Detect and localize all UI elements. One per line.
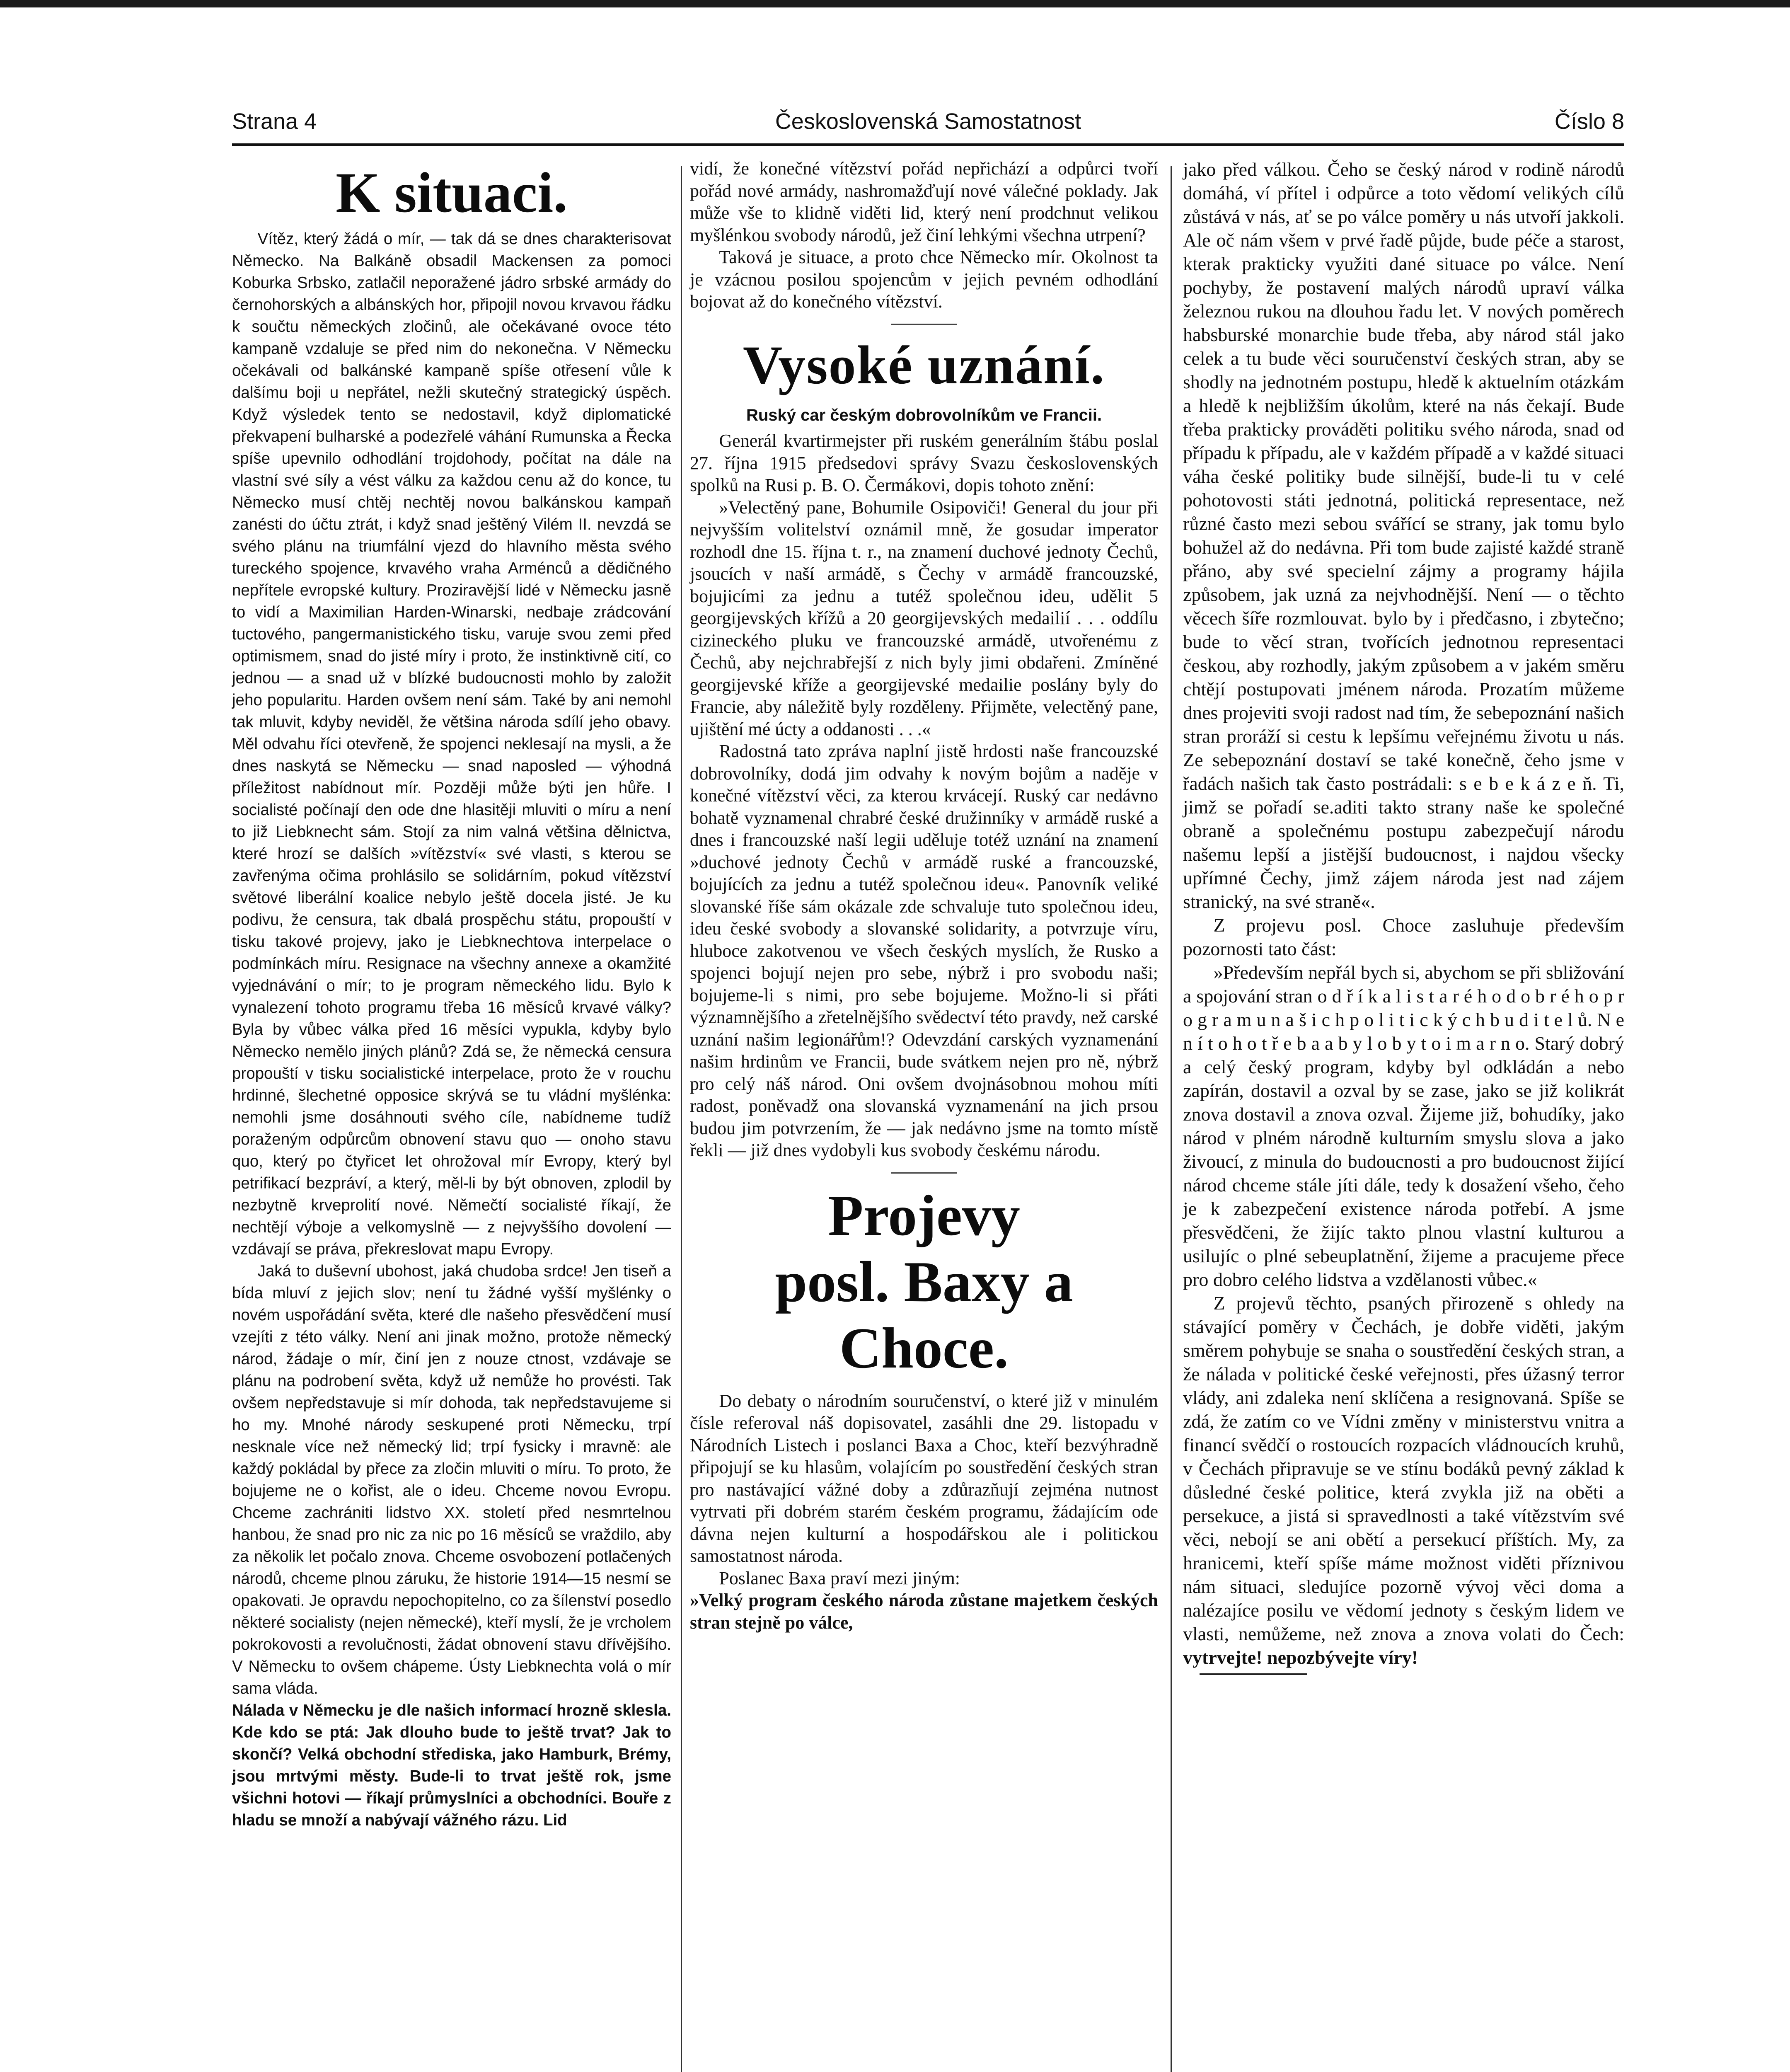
article-title-k-situaci: K situaci. bbox=[336, 161, 568, 224]
article-paragraph-bold: Nálada v Německu je dle našich informací hrozně sklesla. Kde kdo se ptá: Jak dlouho bude to ještě trvat? Jak to skončí? Velká obchodní střediska, jako Hamburk, Brémy, jsou mrtvými městy. Bude-li to trvat ještě rok, jsme všichni hotovi — říkají průmyslníci a obchodníci. Bouře z hladu se množí a nabývají vážného rázu. Lid bbox=[232, 1702, 671, 1829]
article-title-projevy bbox=[690, 1183, 1158, 1382]
newspaper-title: Československá Samostatnost bbox=[775, 109, 1081, 134]
closing-text: Z projevů těchto, psaných přirozeně s ohledy na stávající poměry v Čechách, je dobře viděti, jakým směrem pohybuje se snaha o soustředění českých stran, a že nálada v politické české veřejnosti, přes úžasný terror vlády, ani zdaleka není sklíčena a resignovaná. Spíše se zdá, že zatím co ve Vídni změny v ministerstvu vnitra a financí svědčí o rostoucích rozpacích vládnoucích kruhů, v Čechách připravuje se ve stínu bodáků pevný základ k důsledné české politice, která zvykla již na oběti a persekuce, a jistá si spravedlnosti a také vítězstvím své věci, nebojí se ani obětí a persekucí příštích. My, za hranicemi, kteří spíše máme možnost viděti příznivou nám situaci, sledujíce pozorně vývoj věci doma a nalézajíce posilu ve vědomí jednoty s českým lidem ve vlasti, nemůžeme, než znova a znova volati do Čech: bbox=[1183, 1293, 1624, 1644]
title-line: posl. Baxy a Choce. bbox=[775, 1249, 1073, 1380]
column-divider-2 bbox=[1171, 166, 1172, 2072]
page-header bbox=[232, 109, 1624, 142]
article-paragraph: Poslanec Baxa praví mezi jiným: bbox=[719, 1568, 960, 1588]
article-paragraph: Z projevu posl. Choce zasluhuje především pozornosti tato část: bbox=[1183, 915, 1624, 959]
article-separator bbox=[891, 1172, 957, 1174]
column-2 bbox=[690, 157, 1158, 1634]
article-continuation: vidí, že konečné vítězství pořád nepřichází a odpůrci tvoří pořád nové armády, nashromažďují nové válečné poklady. Jak může vše to klidně viděti lid, který není prodchnut velikou myšlénkou svobody národů, jež činí lehkými všechna utrpení? bbox=[690, 158, 1158, 245]
article-paragraph bbox=[1183, 1291, 1624, 1669]
issue-number: Číslo 8 bbox=[1554, 109, 1624, 134]
column-3 bbox=[1183, 157, 1624, 1675]
article-continuation: jako před válkou. Čeho se český národ v rodině národů domáhá, ví přítel i odpůrce a toto vědomí velikých cílů zůstává v nás, ať se po válce poměry u nás utvoří jakkoli. Ale oč nám všem v prvé řadě půjde, bude péče a starost, kterak prakticky využiti dané situace po válce. Není pochyby, že postavení malých národů upraví válka železnou rukou na dlouhou řadu let. V nových poměrech habsburské monarchie bude třeba, aby národ stál jako celek a tu bude věci souručenství českých stran, aby se shodly na jednotném postupu, hledě k aktuelním otázkám a hledě k nejbližším úkolům, které na nás čekají. Bude třeba prakticky prováděti politiku svého národa, snad od případu k případu, ale v každém případě a v každé situaci váha české politiky bude silnější, bude-li tu v celé pohotovosti státi jednotná, politická representace, než různé často mezi sebou svářící se strany, jak tomu bylo bohužel až do nedávna. Při tom bude zajisté každé straně přáno, aby své specielní zájmy a programy hájila způsobem, jak uzná za nejvhodnější. Není — o těchto věcech šíře rozmlouvat. bylo by i předčasno, i zbytečno; bude to věcí stran, tvořících jednotnou representaci českou, aby rozhodly, jakým způsobem a v jakém směru chtějí postupovati jménem národa. Prozatím můžeme dnes projeviti svoji radost nad tím, že sebepoznání našich stran proráží si cestu k lepšímu veřejnému životu u nás. Ze sebepoznání dostaví se také konečně, čeho jsme v řadách našich tak často postrádali: s e b e k á z e ň. Ti, jimž se pořadí se.aditi takto strany naše ke společné obraně a společnému postupu zabezpečují národu našemu lepší a jistější budoucnost, i najdou všecky upřímné Čechy, jimž zájem národa jest nad zájem stranický, na své straně«. bbox=[1183, 159, 1624, 912]
article-paragraph: Generál kvartirmejster při ruském generálním štábu poslal 27. října 1915 předsedovi správy Svazu československých spolků na Rusi p. B. O. Čermákovi, dopis tohoto znění: bbox=[690, 431, 1158, 495]
article-quote-bold: »Velký program českého národa zůstane majetkem českých stran stejně po válce, bbox=[690, 1590, 1158, 1633]
article-quote: »Především nepřál bych si, abychom se při sbližování a spojování stran o d ř í k a l i s t a r é h o d o b r é h o p r o g r a m u n a š i c h p o l i t i c k ý c h b u d i t e l ů. N e n í t o h o t ř e b a a b y l o b y t o i m a r n o. Starý dobrý a celý český program, kdyby byl odkládán a nebo zapírán, dostavil a ozval by se zase, jako se již kolikrát znova dostavil a znova ozval. Žijeme již, bohudíky, jako národ v plném národně kulturním smyslu slova a jako živoucí, z minula do budoucnosti a pro budoucnost žijící národ chceme stále jíti dále, tedy k dosažení všeho, čeho je k zabezpečení existence národa potřebí. A jsme přesvědčeni, že žijíc takto plnou vlastní kulturou a usilujíc o plné sebeuplatnění, žijeme a pracujeme přece pro dobro celého lidstva a vzdělanosti vůbec.« bbox=[1183, 962, 1624, 1290]
closing-exclamation: vytrvejte! nepozbývejte víry! bbox=[1183, 1647, 1418, 1668]
article-paragraph: Jaká to duševní ubohost, jaká chudoba srdce! Jen tiseň a bída mluví z jejich slov; není tu žádné vyšší myšlénky o novém uspořádání světa, které dle našeho přesvědčení musí vzejíti z této války. Není ani jinak možno, protože německý národ, žádaje o mír, činí jen z nouze ctnost, vzdávaje se plánu na podrobení světa, když už nemůže ho provésti. Tak ovšem nepředstavuje si mír dohoda, tak nepředstavujeme si ho my. Mnohé národy seskupené proti Německu, trpí nesknale více než německý lid; trpí fysicky i mravně: ale každý pokládal by přece za zločin mluviti o míru. To proto, že bojujeme ne o kořist, ale o ideu. Chceme novou Evropu. Chceme zachrániti lidstvo XX. století před nesmrtelnou hanbou, že snad pro nic za nic po 16 měsíců se vraždilo, aby za několik let počalo znova. Chceme osvobození potlačených národů, chceme plnou záruku, že historie 1914—15 nesmí se opakovati. Je opravdu nepochopitelno, co za šílenství posedlo některé socialisty (nejen německé), kteří myslí, že je vrcholem pokrokovosti a revolučnosti, žádat obnovení stavu dřívějšího. V Německu to ovšem chápeme. Ústy Liebknechta volá o mír sama vláda. bbox=[232, 1262, 671, 1697]
article-title-vysoke-uznani: Vysoké uznání. bbox=[743, 334, 1105, 395]
article-separator bbox=[891, 324, 957, 325]
article-subtitle: Ruský car českým dobrovolníkům ve Francii. bbox=[746, 406, 1102, 424]
article-paragraph: Vítěz, který žádá o mír, — tak dá se dnes charakterisovat Německo. Na Balkáně obsadil Mackensen za pomoci Koburka Srbsko, zatlačil neporažené jádro srbské armády do černohorských a albánských hor, připojil novou krvavou řádku k součtu německých zločinů, ale očekávané ovoce této kampaně vzdaluje se před nim do nekonečna. V Německu očekávali od balkánské kampaně spíše otřesení vůle k dalšímu boji u nepřátel, nežli skutečný strategický úspěch. Když výsledek tento se nedostavil, když diplomatické překvapení bulharské a podezřelé váhání Rumunska a Řecka spíše upevnilo odhodlání trojdohody, počítat na dále na vlastní své síly a vést válku za každou cenu až do konce, tu Německo musí chtěj nechtěj novou balkánskou kampaň zanésti do účtu ztrát, i když snad ještěný Vilém II. nevzdá se svého plánu na triumfální vjezd do hlavního města svého tureckého spojence, krvavého vraha Arménců a dědičného nepřítele evropské kultury. Proziravější lidé v Německu jasně to vidí a Maximilian Harden-Winarski, nedbaje zrádcování tuctového, pangermanistického tisku, varuje svou zemi před optimismem, snad do jisté míry i proto, že instinktivně cití, co jednou — a snad už v blízké budoucnosti mohlo by založit jeho popularitu. Harden ovšem není sám. Také by ani nemohl tak mluvit, kdyby neviděl, že většina národa sdílí jeho obavy. Měl odvahu říci otevřeně, že spojenci neklesají na mysli, a že dnes naskytá se Německu — snad naposled — výhodná příležitost nabídnout mír. Později může býti jen hůře. I socialisté počínají den ode dne hlasitěji mluviti o míru a není to již Liebknecht sám. Stojí za nim valná většina dělnictva, které hrozí se dalších »vítězství« své vlasti, s kterou se zavřenýma očima prohlásilo se solidárním, pokud vítězství světové liberální koalice nebylo ještě docela jisté. Je ku podivu, že censura, tak dbalá prospěchu státu, propouští v tisku takové projevy, jako je Liebknechtova interpelace o podmínkách míru. Resignace na všechny annexe a okamžité vyjednávání o mír; to je program německého lidu. Bylo k vynalezení tohoto programu třeba 16 měsíců krvavé války? Byla by vůbec válka před 16 měsíci vypukla, kdyby bylo Německo nemělo jiných plánů? Zdá se, že německá censura propouští v tisku socialistické interpelace, proto že v rouchu hrdinné, šlechetné opposice skrývá se tu vládní myšlénka: nemohli jsme dosáhnouti svého cíle, nabídneme tudíž poraženým odpůrcům obnovení stavu quo — onoho stavu quo, který po čtyřicet let ohrožoval mír Evropy, který byl petrifikací bezpráví, a který, měl-li by být obnoven, zplodil by nezbytně krveprolití nové. Němečtí socialisté říkají, že nechtějí výboje a velkomyslně — z nejvyššího dovolení — vzdávají se práva, překreslovat mapu Evropy. bbox=[232, 230, 671, 1258]
header-rule bbox=[232, 143, 1624, 146]
column-1 bbox=[232, 157, 671, 1831]
column-divider-1 bbox=[681, 166, 682, 2072]
article-quote: »Velectěný pane, Bohumile Osipoviči! General du jour při nejvyšším volitelství oznámil mně, že gosudar imperator rozhodl dne 15. října t. r., na znamení duchové jednoty Čechů, jsoucích v naší armádě, s Čechy v armádě francouzské, bojujicími za jednu a tutéž společnou ideu, udělit 5 georgijevských křížů a 20 georgijevských medailií . . . oddílu cizineckého pluku ve francouzské armádě, utvořenému z Čechů, aby nejchrabřejší z nich byly jimi obdařeni. Zmíněné georgijevské kříže a georgijevské medailie poslány byly do Francie, aby náležitě byly rozděleny. Přijměte, velectěný pane, ujištění mé úcty a oddanosti . . .« bbox=[690, 497, 1158, 739]
article-paragraph: Taková je situace, a proto chce Německo mír. Okolnost ta je vzácnou posilou spojencům v jejich pevném odhodlání bojovat až do konečného vítězství. bbox=[690, 247, 1158, 312]
page-number: Strana 4 bbox=[232, 109, 317, 134]
article-end-rule bbox=[1200, 1673, 1307, 1675]
article-paragraph: Radostná tato zpráva naplní jistě hrdosti naše francouzské dobrovolníky, dodá jim odvahy k novým bojům a naděje v konečné vítězství věci, za kterou krvácejí. Ruský car nedávno bohatě vyznamenal chrabré české družinníky v armádě ruské a dnes i francouzské naší legii uděluje totéž uznání na znamení »duchové jednoty Čechů v armádě ruské a francouzské, bojujících za jednu a tutéž společnou ideu«. Panovník veliké slovanské říše sám okázale zde schvaluje tuto společnou ideu, ideu české svobody a slovanské solidarity, a potvrzuje víru, hluboce zakotvenou ve všech českých myslích, že Rusko a spojenci bojují nejen pro sebe, nýbrž i pro svobodu naši; bojujeme-li s nimi, pro sebe bojujeme. Možno-li si přáti významnějšího a zřetelnějšího svědectví této pravdy, než carské uznání našim legionářům!? Odevzdání carských vyznamenání našim hrdinům ve Francii, bude svátkem nejen pro ně, nýbrž pro celý náš národ. Oni ovšem dvojnásobnou mohou míti radost, poněvadž ona slovanská vyznamenání na jich prsou budou jim potvrzením, že — jak nedávno jsme na tomto místě řekli — již dnes vydobyli kus svobody českému národu. bbox=[690, 741, 1158, 1160]
article-paragraph: Do debaty o národním souručenství, o které již v minulém čísle referoval náš dopisovatel, zasáhli dne 29. listopadu v Národních Listech i poslanci Baxa a Choc, kteří bezvýhradně připojují se ku hlasům, volajícím po soustředění českých stran pro nastávající vážné doby a zdůrazňují zejména nutnost vytrvati při dobrém starém českém programu, žádajícím ode dávna nejen kulturní a hospodářskou ale i politickou samostatnost národa. bbox=[690, 1390, 1158, 1566]
page-top-border bbox=[0, 0, 1790, 7]
title-line: Projevy bbox=[828, 1183, 1020, 1248]
